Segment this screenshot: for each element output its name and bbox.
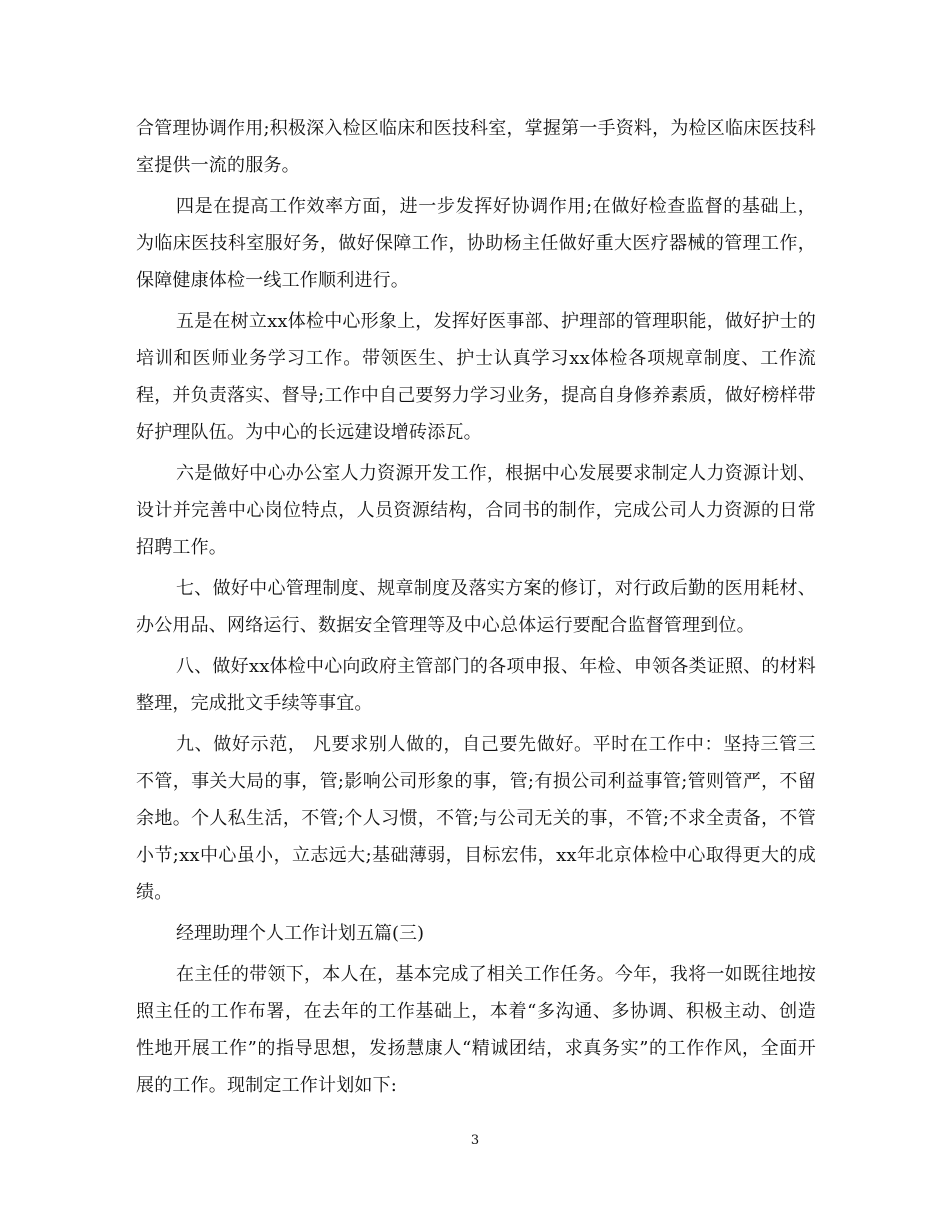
paragraph-item-six: 六是做好中心办公室人力资源开发工作，根据中心发展要求制定人力资源计划、设计并完善中心岗位特点，人员资源结构，合同书的制作，完成公司人力资源的日常招聘工作。 xyxy=(136,463,816,558)
paragraph-item-seven: 七、做好中心管理制度、规章制度及落实方案的修订，对行政后勤的医用耗材、办公用品、网络运行、数据安全管理等及中心总体运行要配合监督管理到位。 xyxy=(136,578,816,636)
paragraph-item-eight: 八、做好xx体检中心向政府主管部门的各项申报、年检、申领各类证照、的材料整理，完成批文手续等事宜。 xyxy=(136,656,816,714)
paragraph-continuation: 合管理协调作用;积极深入检区临床和医技科室，掌握第一手资料，为检区临床医技科室提供一流的服务。 xyxy=(136,118,816,176)
paragraph-item-five: 五是在树立xx体检中心形象上，发挥好医事部、护理部的管理职能，做好护士的培训和医师业务学习工作。带领医生、护士认真学习xx体检各项规章制度、工作流程，并负责落实、督导;工作中自己要努力学习业务，提高自身修养素质，做好榜样带好护理队伍。为中心的长远建设增砖添瓦。 xyxy=(136,311,816,443)
section-subtitle: 经理助理个人工作计划五篇(三) xyxy=(176,923,425,944)
paragraph-item-nine: 九、做好示范， 凡要求别人做的，自己要先做好。平时在工作中：坚持三管三不管，事关大局的事，管;影响公司形象的事，管;有损公司利益事管;管则管严，不留余地。个人私生活，不管;个人习惯，不管;与公司无关的事，不管;不求全责备，不管小节;xx中心虽小，立志远大;基础薄弱，目标宏伟，xx年北京体检中心取得更大的成绩。 xyxy=(136,734,816,903)
paragraph-introduction: 在主任的带领下，本人在，基本完成了相关工作任务。今年，我将一如既往地按照主任的工作布署，在去年的工作基础上，本着“多沟通、多协调、积极主动、创造性地开展工作”的指导思想，发扬慧康人“精诚团结，求真务实”的工作作风，全面开展的工作。现制定工作计划如下: xyxy=(136,964,816,1096)
paragraph-item-four: 四是在提高工作效率方面，进一步发挥好协调作用;在做好检查监督的基础上，为临床医技科室服好务，做好保障工作，协助杨主任做好重大医疗器械的管理工作，保障健康体检一线工作顺利进行。 xyxy=(136,196,816,291)
page-number: 3 xyxy=(470,1133,480,1148)
document-body xyxy=(136,110,816,1108)
